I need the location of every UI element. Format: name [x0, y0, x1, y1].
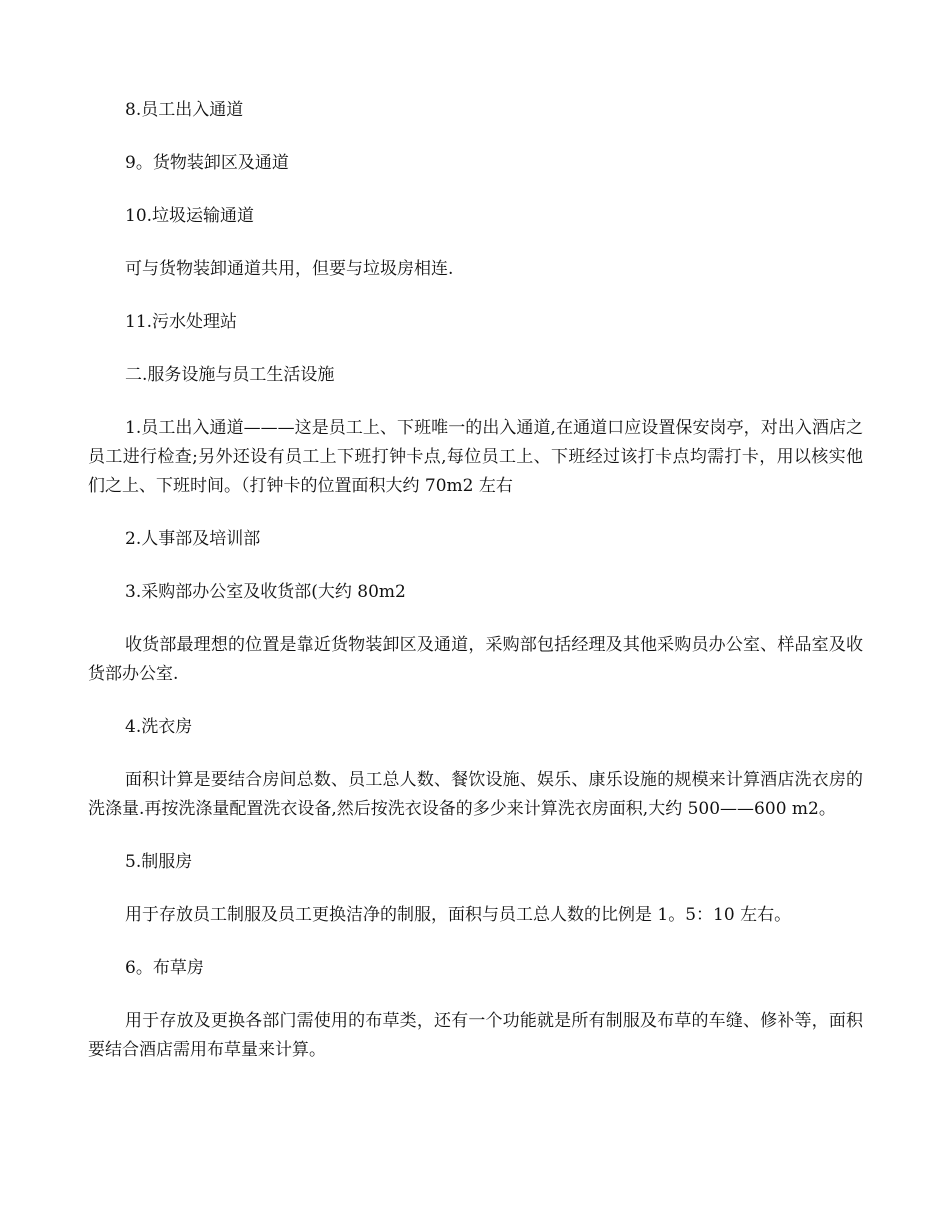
item-8-heading: 8.员工出入通道: [125, 100, 244, 120]
laundry-description: 面积计算是要结合房间总数、员工总人数、餐饮设施、娱乐、康乐设施的规模来计算酒店洗衣房的洗涤量.再按洗涤量配置洗衣设备,然后按洗衣设备的多少来计算洗衣房面积,大约 500——600 m2。: [88, 770, 863, 819]
linen-room-description: 用于存放及更换各部门需使用的布草类，还有一个功能就是所有制服及布草的车缝、修补等，面积要结合酒店需用布草量来计算。: [88, 1011, 863, 1060]
hr-training-heading: 2.人事部及培训部: [125, 529, 261, 549]
uniform-room-description: 用于存放员工制服及员工更换洁净的制服，面积与员工总人数的比例是 1。5：10 左右。: [125, 905, 792, 925]
item-11-heading: 11.污水处理站: [125, 312, 238, 332]
linen-room-heading: 6。布草房: [125, 958, 204, 978]
document-body: [88, 96, 863, 1089]
staff-entrance-paragraph: 1.员工出入通道———这是员工上、下班唯一的出入通道,在通道口应设置保安岗亭，对出入酒店之员工进行检查;另外还设有员工上下班打钟卡点,每位员工上、下班经过该打卡点均需打卡，用以核实他们之上、下班时间。（打钟卡的位置面积大约 70m2 左右: [88, 418, 863, 496]
uniform-room-heading: 5.制服房: [125, 852, 193, 872]
laundry-heading: 4.洗衣房: [125, 717, 193, 737]
purchasing-heading: 3.采购部办公室及收货部(大约 80m2: [125, 582, 406, 602]
purchasing-description: 收货部最理想的位置是靠近货物装卸区及通道，采购部包括经理及其他采购员办公室、样品室及收货部办公室.: [88, 635, 863, 684]
item-9-heading: 9。货物装卸区及通道: [125, 153, 289, 173]
item-10-heading: 10.垃圾运输通道: [125, 206, 255, 226]
item-10-description: 可与货物装卸通道共用，但要与垃圾房相连.: [125, 259, 454, 279]
section-2-heading: 二.服务设施与员工生活设施: [125, 365, 335, 385]
